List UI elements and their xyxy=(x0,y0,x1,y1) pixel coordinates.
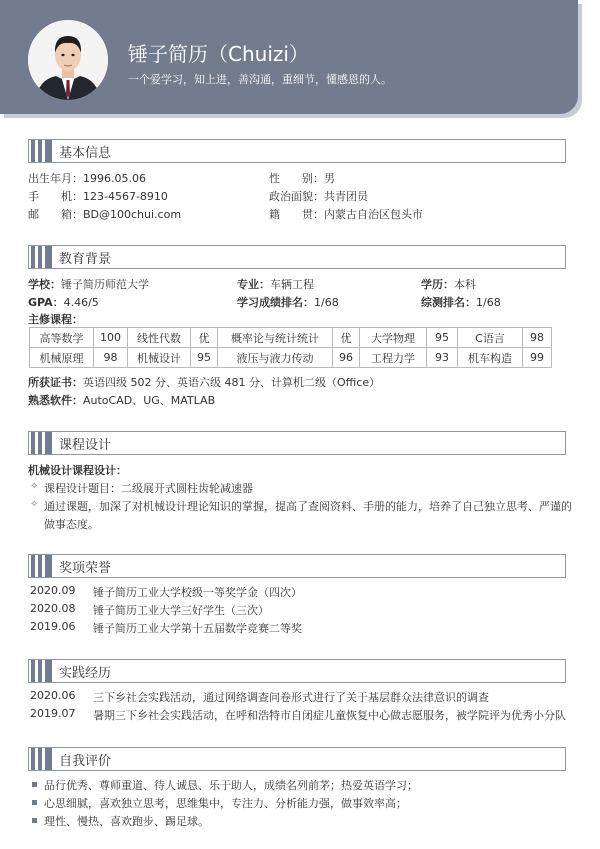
list-item: 课程设计题目：二级展开式圆柱齿轮减速器 xyxy=(44,482,253,495)
overall-rank: 综测排名：1/68 xyxy=(421,296,501,309)
section-title: 实践经历 xyxy=(59,666,112,681)
avatar-image xyxy=(28,20,108,100)
diamond-bullet-icon: ✧ xyxy=(30,499,39,510)
section-self-evaluation xyxy=(28,747,566,771)
square-bullet-icon xyxy=(32,800,37,805)
table-cell: 高等数学 xyxy=(30,328,94,348)
section-education xyxy=(28,245,566,269)
table-cell: 线性代数 xyxy=(128,328,191,348)
section-basic-info xyxy=(28,139,566,163)
courses-table xyxy=(29,327,552,368)
section-title: 基本信息 xyxy=(59,146,112,161)
section-title: 课程设计 xyxy=(59,438,112,453)
table-row xyxy=(30,348,552,368)
table-cell: 96 xyxy=(333,348,360,368)
section-title: 奖项荣誉 xyxy=(59,561,112,576)
birth-date: 出生年月：1996.05.06 xyxy=(28,172,146,185)
table-cell: 100 xyxy=(94,328,128,348)
resume-header xyxy=(0,0,578,114)
list-item: 心思细腻，喜欢独立思考，思维集中，专注力、分析能力强，做事效率高； xyxy=(44,797,407,810)
table-cell: 98 xyxy=(94,348,128,368)
award-date: 2019.06 xyxy=(30,620,76,633)
academic-rank: 学习成绩排名：1/68 xyxy=(237,296,339,309)
diamond-bullet-icon: ✧ xyxy=(30,481,39,492)
list-item: 品行优秀、尊师重道、待人诚恳、乐于助人，成绩名列前茅；热爱英语学习； xyxy=(44,779,418,792)
section-practice xyxy=(28,659,566,683)
table-cell: 93 xyxy=(427,348,458,368)
award-date: 2020.08 xyxy=(30,602,76,615)
political-status: 政治面貌：共青团员 xyxy=(269,190,368,203)
section-course-design xyxy=(28,431,566,455)
practice-text: 暑期三下乡社会实践活动，在呼和浩特市自闭症儿童恢复中心做志愿服务，被学院评为优秀小分队 xyxy=(93,709,566,722)
table-cell: 工程力学 xyxy=(360,348,427,368)
certificates: 所获证书：英语四级 502 分、英语六级 481 分、计算机二级（Office） xyxy=(28,376,381,389)
resume-name: 锤子简历（Chuizi） xyxy=(128,42,309,66)
practice-text: 三下乡社会实践活动，通过网络调查问卷形式进行了关于基层群众法律意识的调查 xyxy=(93,691,489,704)
gpa: GPA：4.46/5 xyxy=(28,296,99,309)
practice-date: 2019.07 xyxy=(30,707,76,720)
resume-motto: 一个爱学习，知上进，善沟通，重细节，懂感恩的人。 xyxy=(128,73,392,86)
gender: 性 别：男 xyxy=(269,172,335,185)
section-title: 自我评价 xyxy=(59,754,112,769)
award-date: 2020.09 xyxy=(30,584,76,597)
practice-date: 2020.06 xyxy=(30,689,76,702)
degree: 学历：本科 xyxy=(421,278,476,291)
table-cell: 液压与液力传动 xyxy=(218,348,333,368)
profile-photo xyxy=(28,20,108,100)
school: 学校：锤子简历师范大学 xyxy=(28,278,149,291)
award-text: 锤子简历工业大学第十五届数学竞赛二等奖 xyxy=(93,622,302,635)
square-bullet-icon xyxy=(32,818,37,823)
section-title: 教育背景 xyxy=(59,252,112,267)
table-row xyxy=(30,328,552,348)
table-cell: 机车构造 xyxy=(458,348,523,368)
section-awards xyxy=(28,554,566,578)
table-cell: 99 xyxy=(523,348,552,368)
list-item-continued: 做事态度。 xyxy=(44,518,99,531)
table-cell: 机械设计 xyxy=(128,348,191,368)
table-cell: 大学物理 xyxy=(360,328,427,348)
table-cell: 优 xyxy=(191,328,218,348)
software-skills: 熟悉软件：AutoCAD、UG、MATLAB xyxy=(28,394,216,407)
phone-number: 手 机：123-4567-8910 xyxy=(28,190,168,203)
course-design-subtitle: 机械设计课程设计： xyxy=(28,464,127,477)
award-text: 锤子简历工业大学校级一等奖学金（四次） xyxy=(93,586,302,599)
table-cell: 95 xyxy=(427,328,458,348)
table-cell: 概率论与统计统计 xyxy=(218,328,333,348)
courses-label: 主修课程： xyxy=(28,313,83,326)
table-cell: 98 xyxy=(523,328,552,348)
table-cell: 优 xyxy=(333,328,360,348)
table-cell: C语言 xyxy=(458,328,523,348)
table-cell: 95 xyxy=(191,348,218,368)
square-bullet-icon xyxy=(32,782,37,787)
hometown: 籍 贯：内蒙古自治区包头市 xyxy=(269,208,423,221)
email-address: 邮 箱：BD@100chui.com xyxy=(28,208,182,221)
list-item: 理性、慢热、喜欢跑步、踢足球。 xyxy=(44,815,209,828)
award-text: 锤子简历工业大学三好学生（三次） xyxy=(93,604,269,617)
major: 专业：车辆工程 xyxy=(237,278,314,291)
table-cell: 机械原理 xyxy=(30,348,94,368)
list-item: 通过课题，加深了对机械设计理论知识的掌握，提高了查阅资料、手册的能力，培养了自己独立思考、严谨的 xyxy=(44,500,572,513)
